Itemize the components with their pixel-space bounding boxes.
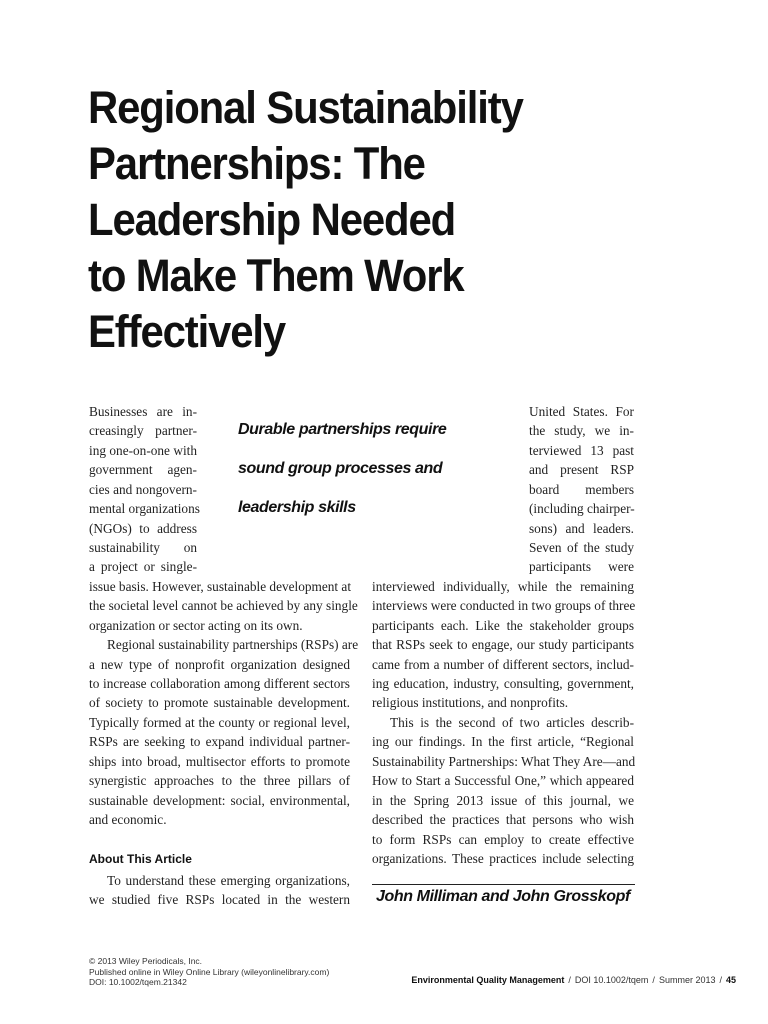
footer-publication-info [89, 956, 329, 988]
title-line: Effectively [88, 306, 286, 357]
body-line: in the Spring 2013 issue of this journal, we [372, 793, 634, 808]
body-line: the study, we in- [529, 423, 634, 438]
footer-separator: / [719, 975, 722, 985]
body-line: terviewed 13 past [529, 443, 634, 458]
body-line: to increase collaboration among different sectors [89, 676, 350, 691]
title-line: Regional Sustainability [88, 82, 523, 133]
body-line: mental organizations [89, 501, 200, 516]
issue-label: Summer 2013 [658, 975, 716, 985]
body-line: cies and nongovern- [89, 482, 197, 497]
body-line: board members [529, 482, 634, 497]
body-line: issue basis. However, sustainable development at [89, 579, 352, 594]
published-online-line: Published online in Wiley Online Library (wileyonlinelibrary.com) [89, 966, 330, 977]
title-line: Leadership Needed [88, 194, 456, 245]
body-line: interviews were conducted in two groups of three [372, 598, 636, 613]
author-divider [372, 884, 635, 885]
pull-quote-line: Durable partnerships require [238, 421, 447, 438]
body-line: organization or sector acting on its own. [89, 618, 303, 633]
author-byline: John Milliman and John Grosskopf [376, 888, 630, 905]
body-line: ing one-on-one with [89, 443, 197, 458]
body-line: a project or single- [89, 559, 197, 574]
body-line: the societal level cannot be achieved by any single [89, 598, 358, 613]
body-line: interviewed individually, while the remaining [372, 579, 634, 594]
body-line: to form RSPs can employ to create effective [372, 832, 634, 847]
running-footer [411, 975, 736, 985]
page-number: 45 [725, 975, 736, 985]
body-line: ing education, industry, consulting, government, [372, 676, 634, 691]
journal-name: Environmental Quality Management [411, 975, 565, 985]
body-line: participants were [529, 559, 634, 574]
body-line: Regional sustainability partnerships (RSPs) are [107, 637, 359, 652]
pull-quote-line: sound group processes and [238, 460, 443, 477]
body-line: came from a number of different sectors, includ- [372, 657, 634, 672]
journal-doi: DOI 10.1002/tqem [574, 975, 649, 985]
body-line: sons) and leaders. [529, 521, 634, 536]
body-line: religious institutions, and nonprofits. [372, 695, 569, 710]
body-line: This is the second of two articles describ- [390, 715, 634, 730]
body-line: organizations. These practices include selecting [372, 851, 634, 866]
body-line: United States. For [529, 404, 634, 419]
body-line: and present RSP [529, 462, 634, 477]
body-line: To understand these emerging organizations, [107, 873, 350, 888]
body-line: ing our findings. In the first article, “Regional [372, 734, 634, 749]
article-title [88, 80, 646, 360]
body-line: and economic. [89, 812, 167, 827]
body-line: Sustainability Partnerships: What They Are—and [372, 754, 636, 769]
body-line: Typically formed at the county or regional level, [89, 715, 350, 730]
body-line: of society to promote sustainable development. [89, 695, 350, 710]
title-line: to Make Them Work [88, 250, 464, 301]
body-line: participants each. Like the stakeholder groups [372, 618, 634, 633]
body-line: ships into broad, multisector efforts to promote [89, 754, 350, 769]
footer-separator: / [652, 975, 655, 985]
body-line: a new type of nonprofit organization designed [89, 657, 350, 672]
copyright-line: © 2013 Wiley Periodicals, Inc. [89, 956, 203, 966]
footer-separator: / [568, 975, 571, 985]
title-line: Partnerships: The [88, 138, 425, 189]
body-line: (NGOs) to address [89, 521, 197, 536]
body-line: Seven of the study [529, 540, 634, 555]
body-line: sustainable development: social, environmental, [89, 793, 350, 808]
body-line: creasingly partner- [89, 423, 197, 438]
body-line: sustainability on [89, 540, 197, 555]
article-doi: DOI: 10.1002/tqem.21342 [89, 977, 187, 987]
body-line: (including chairper- [529, 501, 635, 516]
body-line: Businesses are in- [89, 404, 197, 419]
section-heading: About This Article [89, 852, 192, 866]
body-line: RSPs are seeking to expand individual partner- [89, 734, 350, 749]
body-line: that RSPs seek to engage, our study participants [372, 637, 634, 652]
pull-quote-line: leadership skills [238, 499, 356, 516]
body-line: we studied five RSPs located in the western [89, 892, 350, 907]
body-line: government agen- [89, 462, 197, 477]
body-line: synergistic approaches to the three pillars of [89, 773, 350, 788]
body-line: How to Start a Successful One,” which appeared [372, 773, 634, 788]
body-line: described the practices that persons who wish [372, 812, 634, 827]
